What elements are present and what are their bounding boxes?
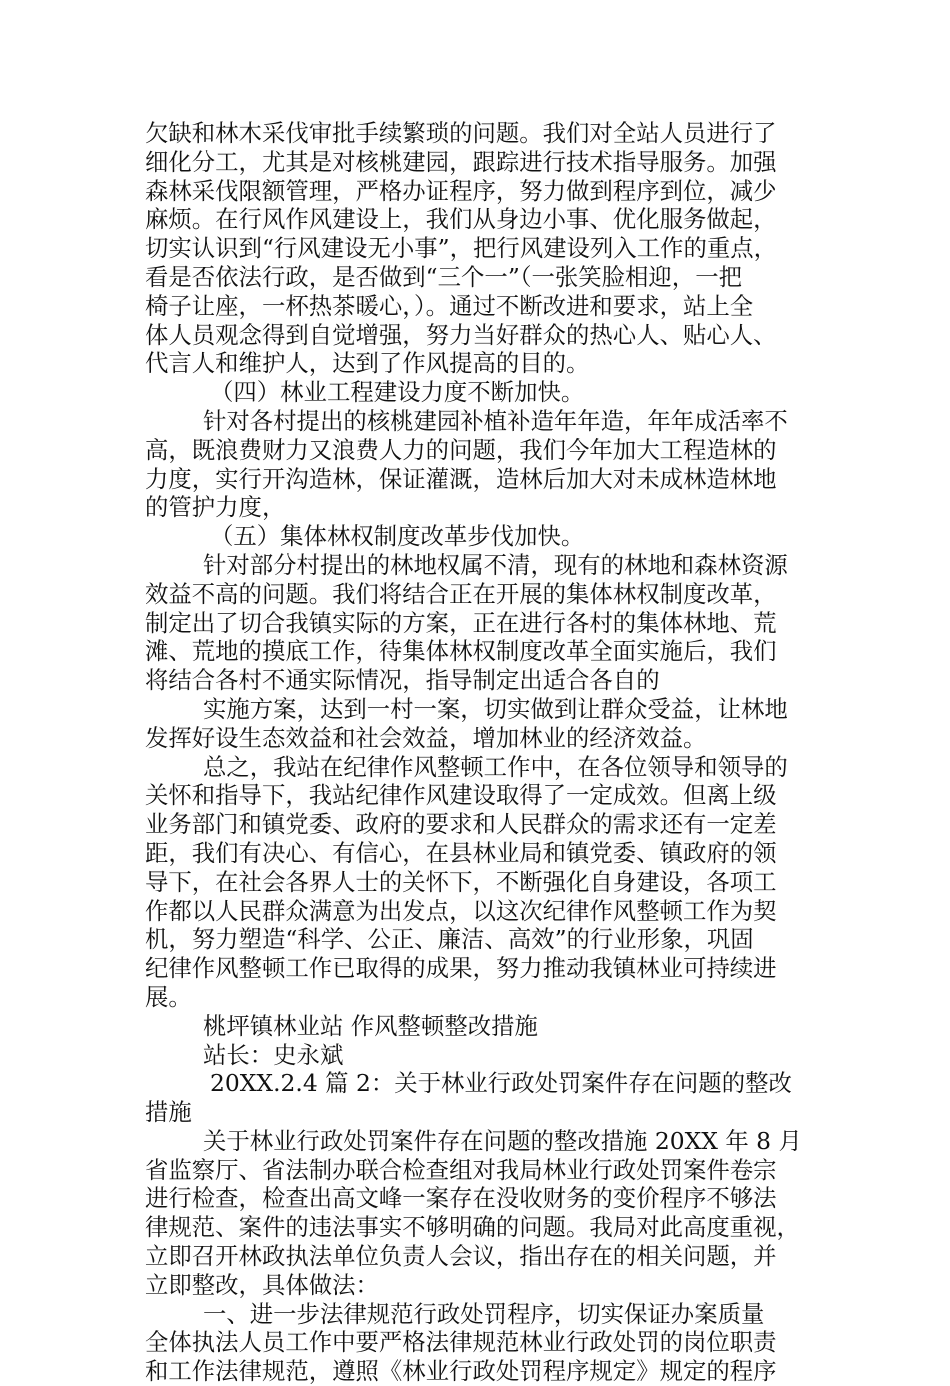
paragraph-line: 针对各村提出的核桃建园补植补造年年造，年年成活率不 (203, 406, 788, 435)
paragraph-line: 高，既浪费财力又浪费人力的问题，我们今年加大工程造林的 (145, 435, 777, 464)
paragraph-line: 细化分工，尤其是对核桃建园，跟踪进行技术指导服务。加强 (145, 147, 777, 176)
paragraph-line: 欠缺和林木采伐审批手续繁琐的问题。我们对全站人员进行了 (145, 119, 777, 147)
paragraph-line: 总之，我站在纪律作风整顿工作中，在各位领导和领导的 (203, 752, 788, 781)
paragraph-line: 力度，实行开沟造林，保证灌溉，造林后加大对未成林造林地 (145, 464, 777, 493)
paragraph-line: 关怀和指导下，我站纪律作风建设取得了一定成效。但离上级 (145, 781, 777, 810)
article-heading: 措施 (145, 1098, 192, 1127)
paragraph-line: 代言人和维护人，达到了作风提高的目的。 (145, 349, 590, 378)
paragraph-line: 椅子让座，一杯热茶暖心，）。通过不断改进和要求，站上全 (145, 291, 754, 320)
paragraph-line: 的管护力度， (145, 493, 286, 522)
document-body (145, 119, 835, 1386)
paragraph-line: 省监察厅、省法制办联合检查组对我局林业行政处罚案件卷宗 (145, 1155, 777, 1184)
paragraph-line: 实施方案，达到一村一案，切实做到让群众受益，让林地 (203, 694, 788, 723)
paragraph-line: 制定出了切合我镇实际的方案，正在进行各村的集体林地、荒 (145, 608, 777, 637)
paragraph-line: 效益不高的问题。我们将结合正在开展的集体林权制度改革， (145, 579, 777, 608)
paragraph-line: 针对部分村提出的林地权属不清，现有的林地和森林资源 (203, 550, 788, 579)
paragraph-line: 切实认识到“行风建设无小事”，把行风建设列入工作的重点， (145, 234, 778, 263)
paragraph-line: 滩、荒地的摸底工作，待集体林权制度改革全面实施后，我们 (145, 637, 777, 666)
paragraph-line: 立即召开林政执法单位负责人会议，指出存在的相关问题，并 (145, 1242, 777, 1271)
paragraph-line: 一、进一步法律规范行政处罚程序，切实保证办案质量 (203, 1299, 765, 1328)
paragraph-line: 将结合各村不通实际情况，指导制定出适合各自的 (145, 666, 660, 695)
article-heading: 20XX.2.4 篇 2：关于林业行政处罚案件存在问题的整改 (210, 1069, 792, 1098)
paragraph-line: 发挥好设生态效益和社会效益，增加林业的经济效益。 (145, 723, 707, 752)
paragraph-line: 看是否依法行政，是否做到“三个一”（一张笑脸相迎，一把 (145, 262, 742, 291)
paragraph-line: 展。 (145, 982, 192, 1011)
paragraph-line: 导下，在社会各界人士的关怀下，不断强化自身建设，各项工 (145, 867, 777, 896)
paragraph-line: 律规范、案件的违法事实不够明确的问题。我局对此高度重视， (145, 1213, 800, 1242)
paragraph-line: 和工作法律规范，遵照《林业行政处罚程序规定》规定的程序 (145, 1357, 777, 1386)
paragraph-line: 纪律作风整顿工作已取得的成果，努力推动我镇林业可持续进 (145, 954, 777, 983)
paragraph-line: 业务部门和镇党委、政府的要求和人民群众的需求还有一定差 (145, 810, 777, 839)
paragraph-line: 关于林业行政处罚案件存在问题的整改措施 20XX 年 8 月 (203, 1126, 802, 1155)
paragraph-line: 体人员观念得到自觉增强，努力当好群众的热心人、贴心人、 (145, 320, 777, 349)
paragraph-line: 森林采伐限额管理，严格办证程序，努力做到程序到位，减少 (145, 176, 777, 205)
paragraph-line: 立即整改，具体做法： (145, 1270, 379, 1299)
paragraph-line: 机，努力塑造“科学、公正、廉洁、高效”的行业形象，巩固 (145, 925, 754, 954)
paragraph-line: 距，我们有决心、有信心，在县林业局和镇党委、镇政府的领 (145, 838, 777, 867)
signature-line: 桃坪镇林业站 作风整顿整改措施 (203, 1011, 538, 1040)
paragraph-line: 麻烦。在行风作风建设上，我们从身边小事、优化服务做起， (145, 205, 777, 234)
paragraph-line: 作都以人民群众满意为出发点，以这次纪律作风整顿工作为契 (145, 896, 777, 925)
section-heading: （四）林业工程建设力度不断加快。 (210, 378, 585, 407)
signature-line: 站长：史永斌 (203, 1040, 344, 1069)
section-heading: （五）集体林权制度改革步伐加快。 (210, 522, 585, 551)
paragraph-line: 进行检查，检查出高文峰一案存在没收财务的变价程序不够法 (145, 1184, 777, 1213)
paragraph-line: 全体执法人员工作中要严格法律规范林业行政处罚的岗位职责 (145, 1328, 777, 1357)
